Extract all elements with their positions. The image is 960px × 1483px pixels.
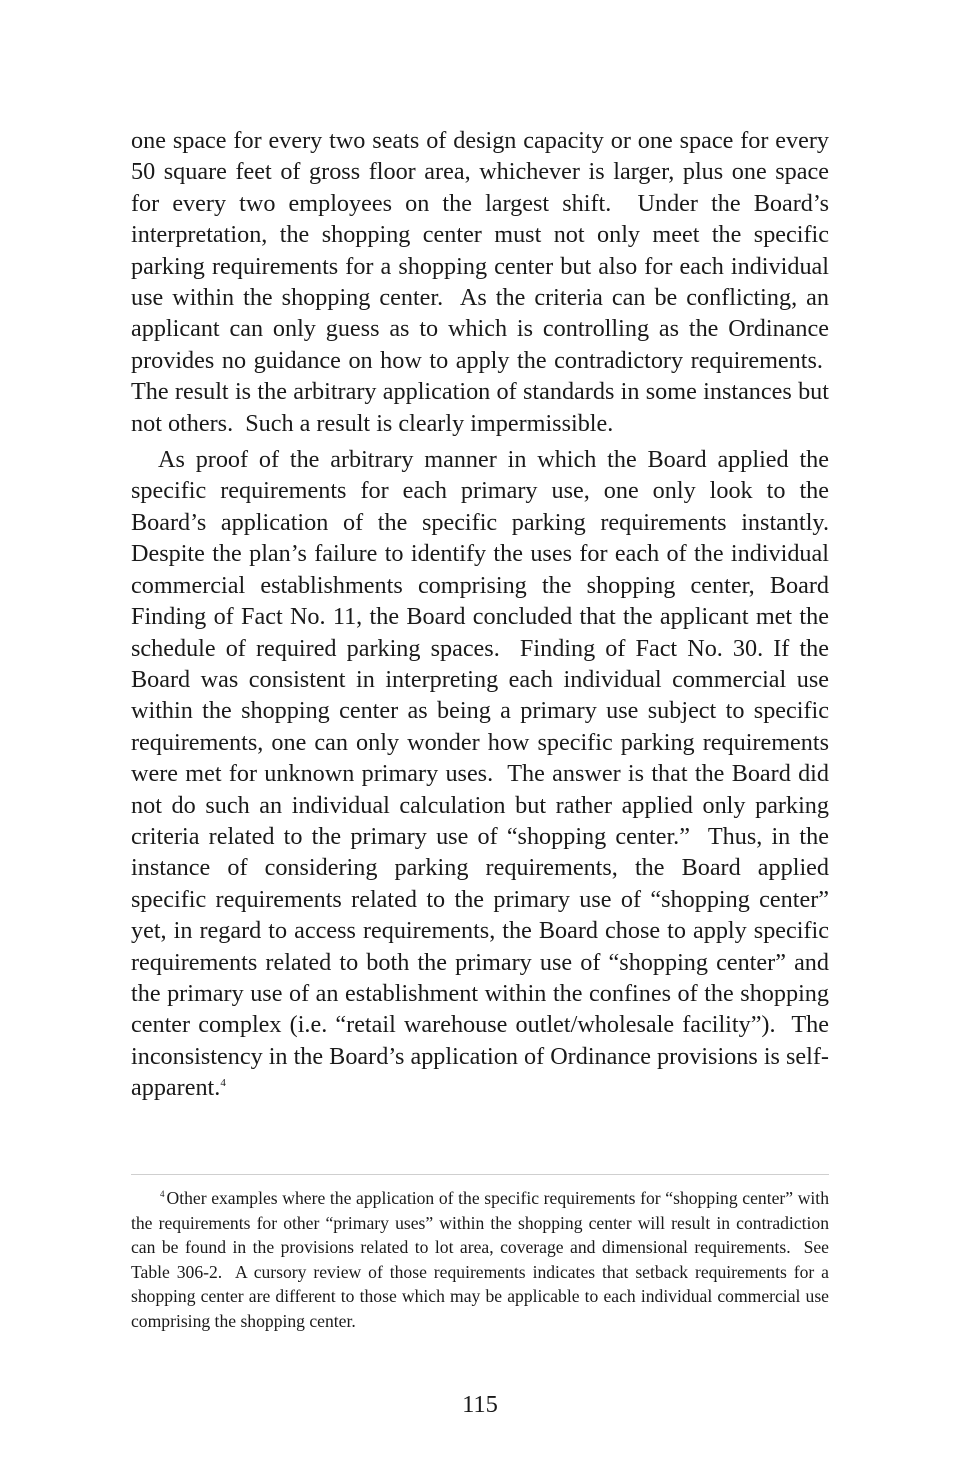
paragraph-arbitrary-manner bbox=[131, 444, 829, 1104]
footnote-number: 4 bbox=[160, 1189, 165, 1199]
page-number: 115 bbox=[462, 1391, 498, 1418]
footnote-reference: 4 bbox=[220, 1077, 226, 1090]
paragraph-continued: one space for every two seats of design capacity or one space for every 50 square feet of gross floor area, whichever is larger, plus one space for every two employees on the largest shift. Under the Board’s interpretation, the shopping center must not only meet the specific parking requirements for a shopping center but also for each individual use within the shopping center. As the criteria can be conflicting, an applicant can only guess as to which is controlling as the Ordinance provides no guidance on how to apply the contradictory requirements. The result is the arbitrary application of standards in some instances but not others. Such a result is clearly impermissible. bbox=[131, 127, 829, 437]
paragraph-text: As proof of the arbitrary manner in which the Board applied the specific requirements for each primary use, one only look to the Board’s application of the specific parking requirements instantly. Despite the plan’s failure to identify the uses for each of the individual commercial establishments comprising the shopping center, Board Finding of Fact No. 11, the Board concluded that the applicant met the schedule of required parking spaces. Finding of Fact No. 30. If the Board was consistent in interpreting each individual commercial use within the shopping center as being a primary use subject to specific requirements, one can only wonder how specific parking requirements were met for unknown primary uses. The answer is that the Board did not do such an individual calculation but rather applied only parking criteria related to the primary use of “shopping center.” Thus, in the instance of considering parking requirements, the Board applied specific requirements related to the primary use of “shopping center” yet, in regard to access requirements, the Board chose to apply specific requirements related to both the primary use of “shopping center” and the primary use of an establishment within the confines of the shopping center complex (i.e. “retail warehouse outlet/wholesale facility”). The inconsistency in the Board’s application of Ordinance provisions is self-apparent. bbox=[131, 446, 829, 1102]
footnote bbox=[131, 1186, 829, 1334]
footnote-divider bbox=[131, 1174, 829, 1175]
body-text bbox=[131, 125, 829, 1104]
footnote-text: Other examples where the application of the specific requirements for “shopping center” with the requirements for other “primary uses” within the shopping center will result in contradiction can be found in the provisions related to lot area, coverage and dimensional requirements. See Table 306-2. A cursory review of those requirements indicates that setback requirements for a shopping center are different to those which may be applicable to each individual commercial use comprising the shopping center. bbox=[131, 1188, 829, 1331]
